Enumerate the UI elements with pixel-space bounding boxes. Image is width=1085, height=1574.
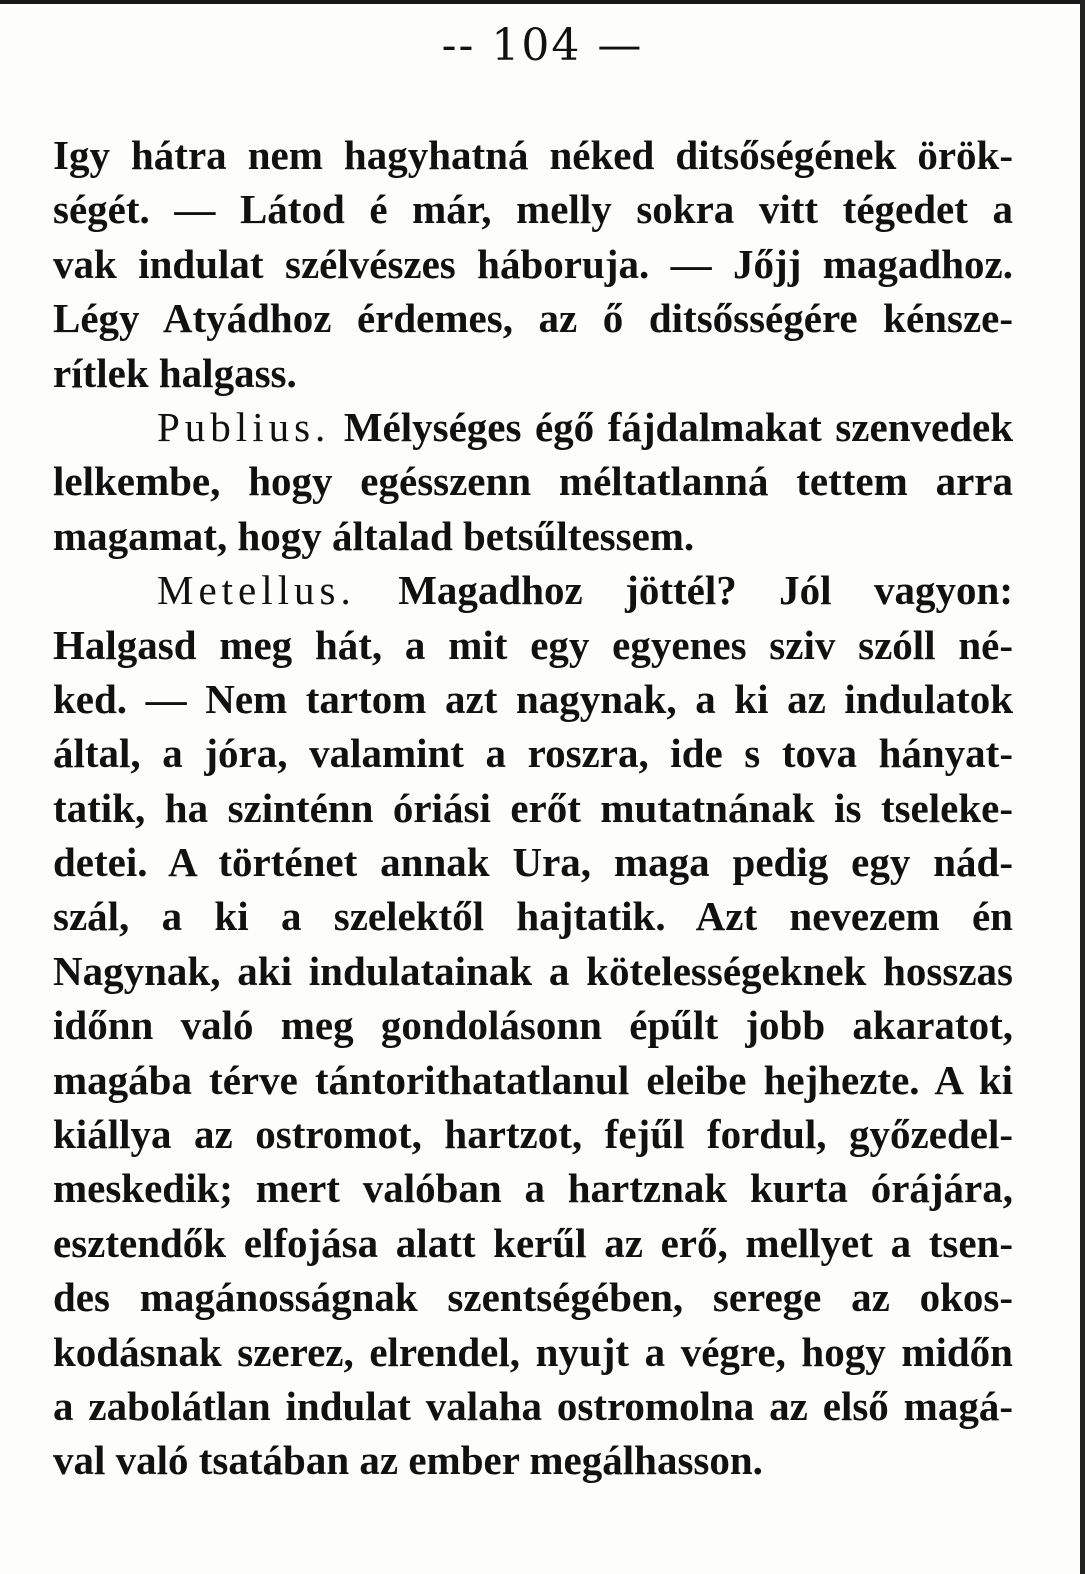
text-line: a zabolátlan indulat valaha ostromolna az első magá-	[53, 1382, 1013, 1429]
text-line: által, a jóra, valamint a roszra, ide s tova hányat-	[53, 730, 1013, 777]
text-line: detei. A történet annak Ura, maga pedig egy nád-	[53, 839, 1013, 886]
text-line: Halgasd meg hát, a mit egy egyenes sziv szóll né-	[53, 621, 1013, 668]
text-line: meskedik; mert valóban a hartznak kurta órájára,	[53, 1165, 1013, 1212]
text-line: Nagynak, aki indulatainak a kötelességeknek hosszas	[53, 947, 1013, 994]
text-line: magába térve tántorithatatlanul eleibe hejhezte. A ki	[53, 1056, 1013, 1103]
text-line: rítlek halgass.	[53, 349, 297, 396]
scan-top-edge	[0, 0, 1085, 4]
speech-line	[53, 563, 1013, 617]
text-line: Igy hátra nem hagyhatná néked ditsőségének örök-	[53, 132, 1013, 178]
speaker-name: Publius.	[157, 403, 331, 450]
text-line: kodásnak szerez, elrendel, nyujt a végre, hogy midőn	[53, 1328, 1013, 1375]
text-line: ségét. — Látod é már, melly sokra vitt tégedet a	[53, 186, 1013, 233]
text-line: esztendők elfojása alatt kerűl az erő, mellyet a tsen-	[53, 1219, 1013, 1266]
text-line: ked. — Nem tartom azt nagynak, a ki az indulatok	[53, 675, 1013, 722]
speech-line	[53, 400, 1013, 454]
scan-right-edge	[1080, 0, 1085, 1574]
text-line: des magánosságnak szentségében, serege az okos-	[53, 1274, 1013, 1321]
text-line: időnn való meg gondolásonn épűlt jobb akaratot,	[53, 1002, 1013, 1049]
page-number: -- 104 —	[441, 20, 644, 71]
text-line: lelkembe, hogy egésszenn méltatlanná tettem arra	[53, 458, 1013, 505]
text-line: vak indulat szélvészes háboruja. — Jőjj magadhoz.	[53, 240, 1013, 287]
text-line: val való tsatában az ember megálhasson.	[53, 1437, 763, 1484]
text-line: magamat, hogy általad betsűltessem.	[53, 512, 695, 559]
text-line: tatik, ha szinténn óriási erőt mutatnának is tseleke-	[53, 784, 1013, 831]
text-line: Légy Atyádhoz érdemes, az ő ditsősségére kénsze-	[53, 295, 1013, 342]
speech-text: Mélységes égő fájdalmakat szenvedek	[343, 403, 1013, 450]
text-line: kiállya az ostromot, hartzot, fejűl fordul, győzedel-	[53, 1111, 1013, 1158]
text-line: szál, a ki a szelektől hajtatik. Azt nevezem én	[53, 893, 1013, 940]
speech-text: Magadhoz jöttél? Jól vagyon:	[398, 567, 1013, 614]
body-text	[53, 128, 1013, 1488]
speaker-name: Metellus.	[157, 567, 356, 614]
